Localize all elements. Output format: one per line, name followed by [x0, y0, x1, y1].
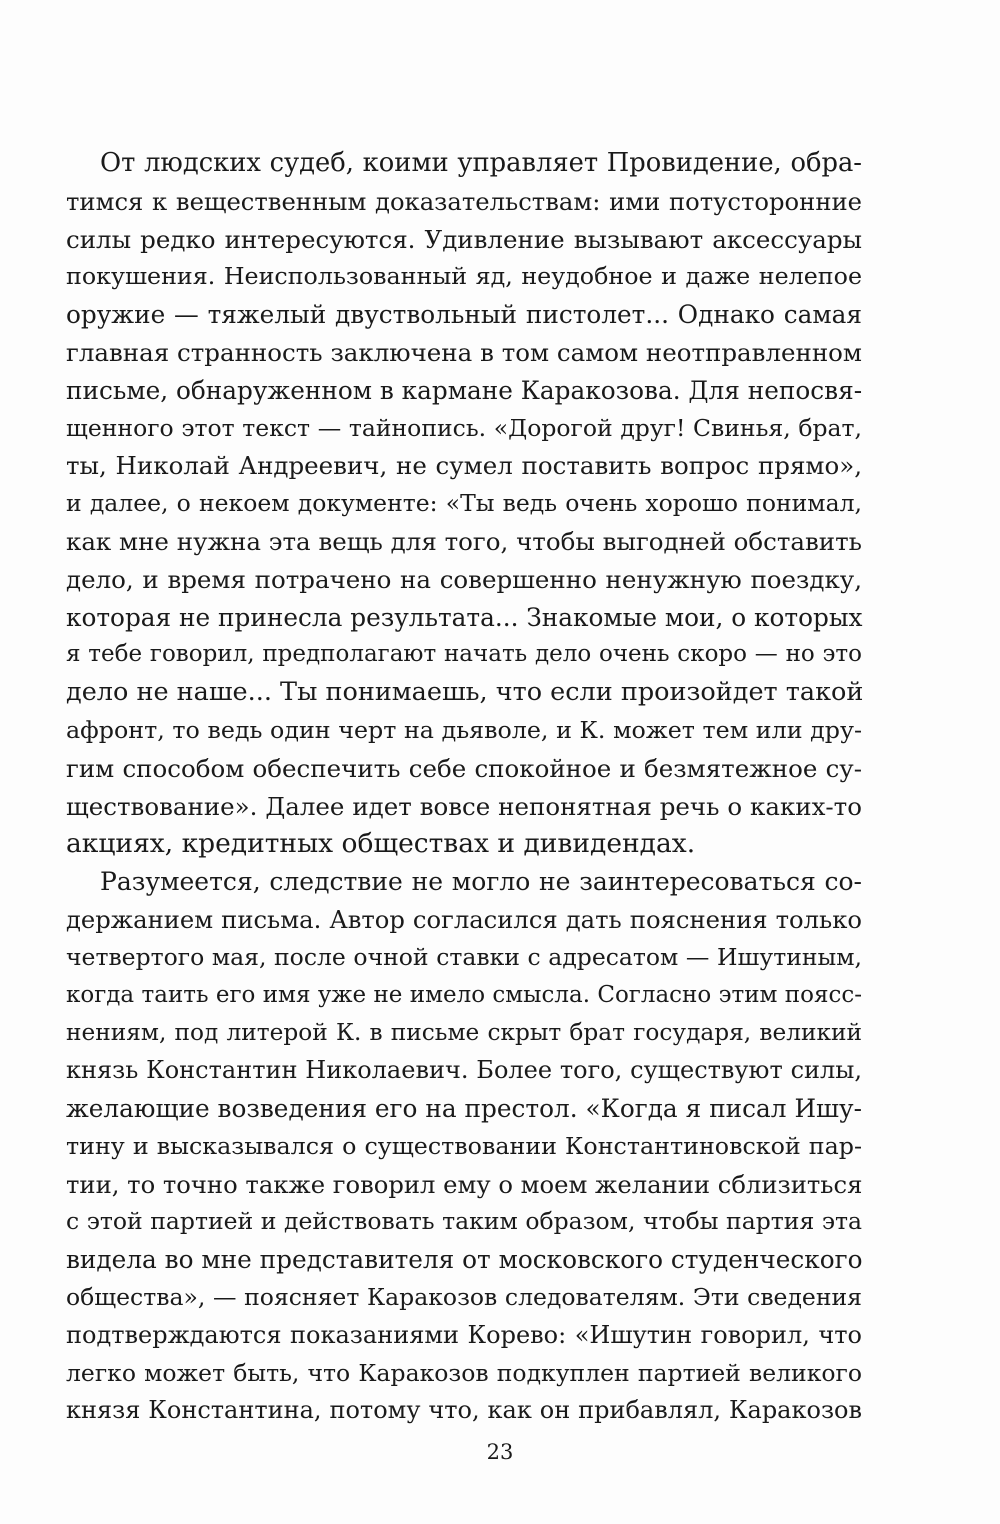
text-line: желающие возведения его на престол. «Когда я писал Ишу- — [66, 1093, 862, 1123]
text-line: подтверждаются показаниями Корево: «Ишутин говорил, что — [66, 1320, 862, 1349]
text-line: оружие — тяжелый двуствольный пистолет... Однако самая — [66, 300, 862, 330]
text-line: и далее, о некоем документе: «Ты ведь очень хорошо понимал, — [66, 489, 862, 518]
text-line: щенного этот текст — тайнопись. «Дорогой друг! Свинья, брат, — [66, 413, 862, 442]
text-line: покушения. Неиспользованный яд, неудобное и даже нелепое — [66, 262, 862, 291]
paragraph-2 — [66, 863, 862, 1430]
text-line: четвертого мая, после очной ставки с адресатом — Ишутиным, — [66, 942, 862, 971]
text-line: которая не принесла результата... Знакомые мои, о которых — [66, 602, 863, 632]
text-line: как мне нужна эта вещь для того, чтобы выгодней обставить — [66, 526, 862, 556]
text-line: тии, то точно также говорил ему о моем желании сблизиться — [66, 1169, 863, 1199]
text-line: силы редко интересуются. Удивление вызывают аксессуары — [66, 224, 862, 254]
text-line: видела во мне представителя от московского студенческого — [66, 1245, 863, 1275]
text-line: с этой партией и действовать таким образом, чтобы партия эта — [66, 1207, 862, 1236]
text-line: акциях, кредитных обществах и дивидендах. — [66, 828, 696, 860]
text-line: письме, обнаруженном в кармане Каракозова. Для непосвя- — [66, 375, 863, 405]
text-line: нениям, под литерой К. в письме скрыт брат государя, великий — [66, 1019, 862, 1047]
text-line: держанием письма. Автор согласился дать пояснения только — [66, 904, 862, 934]
text-line: ты, Николай Андреевич, не сумел поставить вопрос прямо», — [66, 451, 862, 481]
text-line: князь Константин Николаевич. Более того, существуют силы, — [66, 1056, 862, 1085]
text-line: Разумеется, следствие не могло не заинтересоваться со- — [100, 867, 862, 897]
text-line: тимся к вещественным доказательствам: ими потусторонние — [66, 186, 862, 216]
text-line: афронт, то ведь один черт на дьяволе, и К. может тем или дру- — [66, 715, 862, 744]
text-line: главная странность заключена в том самом неотправленном — [66, 337, 862, 367]
text-line: гим способом обеспечить себе спокойное и безмятежное су- — [66, 753, 862, 783]
body-text — [66, 145, 862, 1430]
text-line: дело не наше... Ты понимаешь, что если произойдет такой — [66, 677, 864, 708]
text-line: От людских судеб, коими управляет Провидение, обра- — [100, 148, 862, 178]
paragraph-1 — [66, 145, 862, 863]
text-line: легко может быть, что Каракозов подкуплен партией великого — [66, 1358, 862, 1387]
text-line: тину и высказывался о существовании Константиновской пар- — [66, 1131, 862, 1160]
text-line: ществование». Далее идет вовсе непонятная речь о каких-то — [66, 791, 862, 821]
page-number: 23 — [486, 1440, 514, 1464]
text-line: общества», — поясняет Каракозов следователям. Эти сведения — [66, 1282, 862, 1311]
text-line: когда таить его имя уже не имело смысла. Согласно этим поясс- — [66, 981, 862, 1008]
text-line: дело, и время потрачено на совершенно ненужную поездку, — [66, 564, 862, 594]
text-line: я тебе говорил, предполагают начать дело очень скоро — но это — [66, 641, 862, 668]
text-line: князя Константина, потому что, как он прибавлял, Каракозов — [66, 1396, 862, 1425]
